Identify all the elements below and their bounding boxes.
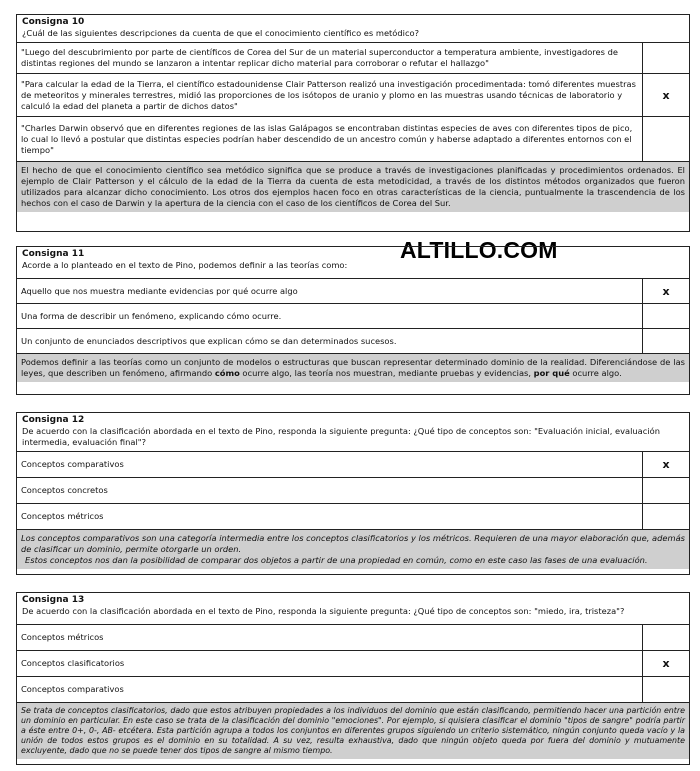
explanation-part: Podemos definir a las teorías como un conjunto de modelos o estructuras que buscan representar determinado dominio de la realidad. Diferenciándose de las leyes, que describen un fenómeno, afirmando	[21, 357, 685, 378]
consigna-11-option-2	[17, 304, 689, 329]
option-text: Conceptos clasificatorios	[17, 651, 643, 676]
consigna-11-option-3	[17, 329, 689, 354]
explanation-part: ocurre algo, las teoría nos muestran, mediante pruebas y evidencias,	[239, 368, 534, 378]
consigna-13-question: De acuerdo con la clasificación abordada en el texto de Pino, responda la siguiente pregunta: ¿Qué tipo de conceptos son: "miedo, ira, tristeza"?	[22, 606, 625, 616]
option-text: Conceptos comparativos	[17, 452, 643, 477]
answer-mark	[643, 329, 689, 353]
consigna-12-option-3	[17, 504, 689, 530]
consigna-12-explanation	[17, 530, 689, 569]
consigna-13	[16, 592, 690, 765]
consigna-11-explanation	[17, 354, 689, 382]
consigna-11	[16, 237, 690, 395]
consigna-12-title: Consigna 12	[22, 415, 85, 425]
explanation-bold-por-que: por qué	[533, 368, 570, 378]
option-text: Una forma de describir un fenómeno, explicando cómo ocurre.	[17, 304, 643, 328]
consigna-10-title: Consigna 10	[22, 17, 85, 27]
answer-mark	[643, 117, 689, 161]
explanation-paragraph-2: Estos conceptos nos dan la posibilidad de comparar dos objetos a partir de una propiedad en común, como en este caso las fases de una evaluación.	[25, 555, 648, 565]
answer-mark	[643, 304, 689, 328]
consigna-10-option-1	[17, 43, 689, 74]
consigna-12	[16, 412, 690, 575]
consigna-13-explanation: Se trata de conceptos clasificatorios, dado que estos atribuyen propiedades a los individuos del dominio que están clasificando, permitiendo hacer una partición entre un dominio en particular. En este caso se trata de la clasificación del dominio "emociones". Por ejemplo, si quisiera clasificar el dominio "tipos de sangre" podría partir a éste entre 0+, 0-, AB- etcétera. Esta partición agrupa a todos los conjuntos en diferentes grupos siguiendo un criterio sistemático, ningún conjunto queda vacío y la unión de todos estos grupos es el dominio en su totalidad. A su vez, resulta exhaustiva, dado que ningún objeto queda por fuera del dominio y mutuamente excluyente, dado que no se puede tener dos tipos de sangre al mismo tiempo.	[17, 703, 689, 759]
consigna-11-title: Consigna 11	[22, 249, 85, 259]
consigna-12-header	[17, 413, 689, 452]
explanation-bold-como: cómo	[214, 368, 240, 378]
consigna-13-option-1	[17, 625, 689, 651]
option-text: Conceptos comparativos	[17, 677, 643, 702]
option-text: Aquello que nos muestra mediante evidencias por qué ocurre algo	[17, 279, 643, 303]
consigna-13-option-3	[17, 677, 689, 703]
answer-mark: x	[662, 657, 670, 670]
answer-mark	[643, 677, 689, 702]
answer-mark	[643, 504, 689, 529]
consigna-10-option-3	[17, 117, 689, 162]
consigna-11-header	[17, 237, 689, 279]
option-text: Un conjunto de enunciados descriptivos que explican cómo se dan determinados sucesos.	[17, 329, 643, 353]
altillo-watermark: ALTILLO.COM	[400, 237, 558, 263]
option-text: "Luego del descubrimiento por parte de científicos de Corea del Sur de un material superconductor a temperatura ambiente, investigadores de distintas regiones del mundo se lanzaron a intentar replicar dicho material para corroborar o refutar el hallazgo"	[17, 43, 643, 73]
consigna-11-option-1	[17, 279, 689, 304]
option-text: "Charles Darwin observó que en diferentes regiones de las islas Galápagos se encontraban distintas especies de aves con diferentes tipos de pico, lo cual lo llevó a postular que distintas especies podrían haber descendido de un ancestro común y haberse adaptado a diferentes entornos con el tiempo"	[17, 117, 643, 161]
option-text: Conceptos métricos	[17, 504, 643, 529]
consigna-12-option-1	[17, 452, 689, 478]
consigna-12-question: De acuerdo con la clasificación abordada en el texto de Pino, responda la siguiente pregunta: ¿Qué tipo de conceptos son: "Evaluación inicial, evaluación intermedia, evaluación final"?	[22, 426, 660, 447]
consigna-11-question: Acorde a lo planteado en el texto de Pino, podemos definir a las teorías como:	[22, 260, 348, 270]
explanation-paragraph-1: Los conceptos comparativos son una categoría intermedia entre los conceptos clasificatorios y los métricos. Requieren de una mayor elaboración que, además de clasificar un dominio, permite otorgarle un orden.	[21, 533, 685, 554]
consigna-13-header	[17, 593, 689, 625]
consigna-10	[16, 14, 690, 232]
option-text: Conceptos métricos	[17, 625, 643, 650]
consigna-13-option-2	[17, 651, 689, 677]
consigna-10-option-2	[17, 74, 689, 117]
option-text: "Para calcular la edad de la Tierra, el científico estadounidense Clair Patterson realizó una investigación procedimentada: tomó diferentes muestras de meteoritos y minerales terrestres, midió las proporciones de los isótopos de uranio y plomo en las muestras usando técnicas de laboratorio y calculó la edad del planeta a partir de dichos datos"	[17, 74, 643, 116]
consigna-13-title: Consigna 13	[22, 595, 85, 605]
consigna-10-question: ¿Cuál de las siguientes descripciones da cuenta de que el conocimiento científico es metódico?	[22, 28, 419, 38]
answer-mark: x	[662, 284, 670, 298]
answer-mark: x	[662, 88, 670, 102]
explanation-part: ocurre algo.	[569, 368, 622, 378]
consigna-10-explanation: El hecho de que el conocimiento científico sea metódico significa que se produce a través de investigaciones planificadas y procedimientos ordenados. El ejemplo de Clair Patterson y el cálculo de la edad de la Tierra da cuenta de esta metodicidad, a través de los distintos métodos organizados que fueron utilizados para alcanzar dicho conocimiento. Los otros dos ejemplos hacen foco en otras características de la ciencia, puntualmente la trascendencia de los hechos con el caso de Darwin y la apertura de la ciencia con el caso de los científicos de Corea del Sur.	[17, 162, 689, 212]
consigna-12-option-2	[17, 478, 689, 504]
option-text: Conceptos concretos	[17, 478, 643, 503]
answer-mark	[643, 478, 689, 503]
consigna-10-header	[17, 15, 689, 43]
answer-mark	[643, 43, 689, 73]
answer-mark: x	[662, 458, 670, 471]
answer-mark	[643, 625, 689, 650]
